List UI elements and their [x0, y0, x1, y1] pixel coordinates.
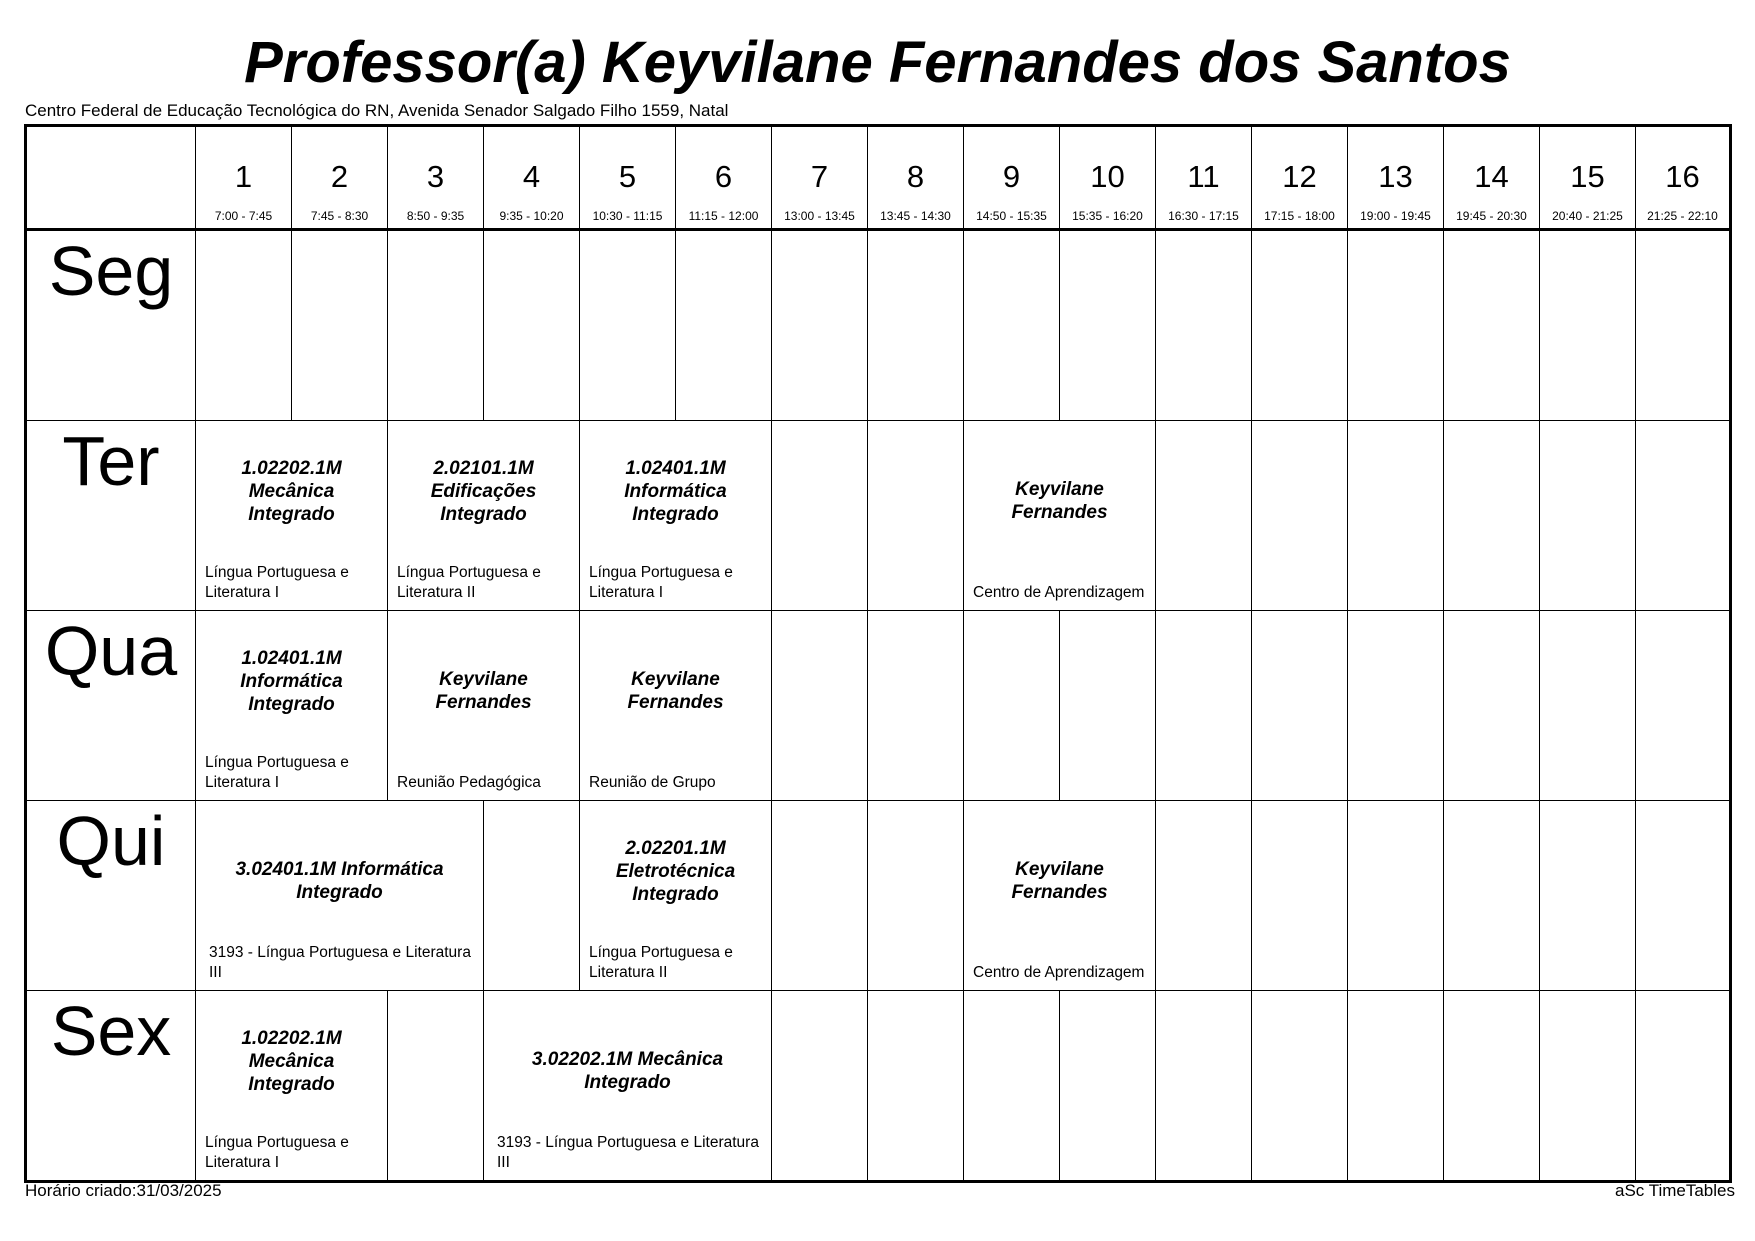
- class-name: 1.02202.1M Mecânica Integrado: [241, 458, 342, 525]
- empty-cell: [1252, 801, 1348, 991]
- empty-cell: [1060, 991, 1156, 1182]
- empty-cell: [1252, 611, 1348, 801]
- period-time: 10:30 - 11:15: [592, 209, 663, 223]
- empty-cell: [676, 230, 772, 421]
- empty-cell: [1252, 230, 1348, 421]
- empty-cell: [1348, 991, 1444, 1182]
- lesson-cell[interactable]: [196, 611, 388, 801]
- period-number: 3: [426, 159, 445, 194]
- empty-cell: [964, 991, 1060, 1182]
- period-header: [1540, 126, 1636, 230]
- empty-cell: [964, 230, 1060, 421]
- period-header-row: [26, 126, 1731, 230]
- lesson-cell[interactable]: [964, 801, 1156, 991]
- empty-cell: [1444, 230, 1540, 421]
- empty-cell: [772, 991, 868, 1182]
- period-header: [964, 126, 1060, 230]
- period-header: [772, 126, 868, 230]
- day-label: Seg: [26, 230, 196, 421]
- class-name: Keyvilane Fernandes: [627, 669, 724, 713]
- period-time: 9:35 - 10:20: [499, 209, 564, 223]
- empty-cell: [1060, 611, 1156, 801]
- empty-cell: [1444, 421, 1540, 611]
- empty-cell: [868, 230, 964, 421]
- empty-cell: [1156, 421, 1252, 611]
- subject-name: Língua Portuguesa e Literatura II: [589, 944, 733, 981]
- empty-cell: [772, 230, 868, 421]
- class-name: 3.02202.1M Mecânica Integrado: [531, 1049, 724, 1093]
- period-header: [1060, 126, 1156, 230]
- empty-cell: [1540, 611, 1636, 801]
- period-number: 6: [714, 159, 733, 194]
- day-row-seg: [26, 230, 1731, 421]
- subject-name: Língua Portuguesa e Literatura I: [205, 1134, 349, 1171]
- empty-cell: [388, 230, 484, 421]
- period-header: [1156, 126, 1252, 230]
- empty-cell: [1348, 611, 1444, 801]
- day-row-sex: [26, 991, 1731, 1182]
- period-time: 14:50 - 15:35: [976, 209, 1047, 223]
- period-header: [1636, 126, 1731, 230]
- class-name: Keyvilane Fernandes: [1011, 859, 1108, 903]
- empty-cell: [868, 611, 964, 801]
- class-name: 1.02401.1M Informática Integrado: [240, 648, 343, 715]
- day-row-ter: [26, 421, 1731, 611]
- period-number: 5: [618, 159, 637, 194]
- period-time: 13:45 - 14:30: [880, 209, 951, 223]
- period-header: [388, 126, 484, 230]
- period-time: 19:45 - 20:30: [1456, 209, 1527, 223]
- empty-cell: [868, 421, 964, 611]
- empty-cell: [1444, 611, 1540, 801]
- lesson-cell[interactable]: [580, 801, 772, 991]
- period-time: 19:00 - 19:45: [1360, 209, 1431, 223]
- period-number: 14: [1474, 159, 1509, 194]
- empty-cell: [1540, 801, 1636, 991]
- period-header: [1444, 126, 1540, 230]
- school-address: Centro Federal de Educação Tecnológica do RN, Avenida Senador Salgado Filho 1559, Natal: [25, 101, 729, 120]
- empty-cell: [1252, 991, 1348, 1182]
- period-number: 10: [1090, 159, 1125, 194]
- period-time: 7:00 - 7:45: [214, 209, 273, 223]
- empty-cell: [196, 230, 292, 421]
- empty-cell: [1636, 230, 1731, 421]
- timetable-grid: [24, 124, 1732, 1183]
- period-header: [676, 126, 772, 230]
- period-number: 8: [906, 159, 925, 194]
- empty-cell: [1156, 801, 1252, 991]
- empty-cell: [868, 801, 964, 991]
- class-name: 2.02101.1M Edificações Integrado: [430, 458, 537, 525]
- period-header: [868, 126, 964, 230]
- empty-cell: [1444, 801, 1540, 991]
- lesson-cell[interactable]: [580, 421, 772, 611]
- period-header: [1252, 126, 1348, 230]
- period-time: 21:25 - 22:10: [1647, 209, 1718, 223]
- page-title: Professor(a) Keyvilane Fernandes dos Santos: [244, 30, 1511, 95]
- period-time: 8:50 - 9:35: [406, 209, 465, 223]
- day-label: Qua: [26, 611, 196, 801]
- class-name: Keyvilane Fernandes: [1011, 479, 1108, 523]
- period-number: 16: [1665, 159, 1700, 194]
- empty-cell: [1348, 230, 1444, 421]
- subject-name: 3193 - Língua Portuguesa e Literatura III: [209, 944, 471, 981]
- class-name: 1.02202.1M Mecânica Integrado: [241, 1028, 342, 1095]
- empty-cell: [1540, 230, 1636, 421]
- period-time: 7:45 - 8:30: [310, 209, 369, 223]
- empty-cell: [1156, 991, 1252, 1182]
- subject-name: Língua Portuguesa e Literatura I: [205, 564, 349, 601]
- period-number: 15: [1570, 159, 1605, 194]
- period-time: 16:30 - 17:15: [1168, 209, 1239, 223]
- period-header: [292, 126, 388, 230]
- empty-cell: [1156, 230, 1252, 421]
- period-number: 7: [810, 159, 829, 194]
- period-header: [484, 126, 580, 230]
- day-row-qua: [26, 611, 1731, 801]
- subject-name: Centro de Aprendizagem: [973, 963, 1145, 981]
- empty-cell: [580, 230, 676, 421]
- empty-cell: [1540, 991, 1636, 1182]
- empty-cell: [1636, 801, 1731, 991]
- day-label: Sex: [26, 991, 196, 1182]
- empty-cell: [1348, 801, 1444, 991]
- empty-cell: [868, 991, 964, 1182]
- generator-credit: aSc TimeTables: [1615, 1181, 1735, 1200]
- class-name: 1.02401.1M Informática Integrado: [624, 458, 727, 525]
- subject-name: Reunião de Grupo: [589, 773, 716, 791]
- empty-cell: [484, 230, 580, 421]
- created-date: Horário criado:31/03/2025: [25, 1181, 222, 1200]
- subject-name: Reunião Pedagógica: [397, 773, 541, 791]
- empty-cell: [1348, 421, 1444, 611]
- period-time: 17:15 - 18:00: [1264, 209, 1335, 223]
- lesson-cell[interactable]: [196, 991, 388, 1182]
- class-name: 2.02201.1M Eletrotécnica Integrado: [615, 838, 736, 905]
- period-header: [580, 126, 676, 230]
- empty-cell: [292, 230, 388, 421]
- class-name: 3.02401.1M Informática Integrado: [235, 859, 444, 903]
- lesson-cell[interactable]: [964, 421, 1156, 611]
- period-number: 2: [330, 159, 349, 194]
- period-number: 13: [1378, 159, 1413, 194]
- empty-cell: [1636, 991, 1731, 1182]
- empty-cell: [1444, 991, 1540, 1182]
- empty-cell: [388, 991, 484, 1182]
- class-name: Keyvilane Fernandes: [435, 669, 532, 713]
- subject-name: 3193 - Língua Portuguesa e Literatura III: [497, 1134, 759, 1171]
- period-header: [196, 126, 292, 230]
- lesson-cell[interactable]: [580, 611, 772, 801]
- empty-cell: [484, 801, 580, 991]
- period-header: [1348, 126, 1444, 230]
- empty-cell: [1636, 611, 1731, 801]
- subject-name: Centro de Aprendizagem: [973, 583, 1145, 601]
- period-number: 9: [1002, 159, 1021, 194]
- period-time: 20:40 - 21:25: [1552, 209, 1623, 223]
- empty-cell: [772, 421, 868, 611]
- empty-cell: [1060, 230, 1156, 421]
- day-label: Qui: [26, 801, 196, 991]
- lesson-cell[interactable]: [388, 421, 580, 611]
- period-time: 15:35 - 16:20: [1072, 209, 1143, 223]
- period-number: 11: [1187, 159, 1220, 194]
- period-number: 4: [522, 159, 541, 194]
- empty-cell: [1252, 421, 1348, 611]
- day-row-qui: [26, 801, 1731, 991]
- day-label: Ter: [26, 421, 196, 611]
- empty-cell: [772, 801, 868, 991]
- period-time: 13:00 - 13:45: [784, 209, 855, 223]
- period-number: 12: [1282, 159, 1317, 194]
- corner-cell: [26, 126, 196, 230]
- period-number: 1: [234, 159, 253, 194]
- lesson-cell[interactable]: [196, 421, 388, 611]
- lesson-cell[interactable]: [388, 611, 580, 801]
- empty-cell: [1156, 611, 1252, 801]
- subject-name: Língua Portuguesa e Literatura I: [205, 754, 349, 791]
- empty-cell: [772, 611, 868, 801]
- subject-name: Língua Portuguesa e Literatura II: [397, 564, 541, 601]
- subject-name: Língua Portuguesa e Literatura I: [589, 564, 733, 601]
- period-time: 11:15 - 12:00: [688, 209, 759, 223]
- empty-cell: [964, 611, 1060, 801]
- empty-cell: [1636, 421, 1731, 611]
- empty-cell: [1540, 421, 1636, 611]
- lesson-cell[interactable]: [196, 801, 484, 991]
- lesson-cell[interactable]: [484, 991, 772, 1182]
